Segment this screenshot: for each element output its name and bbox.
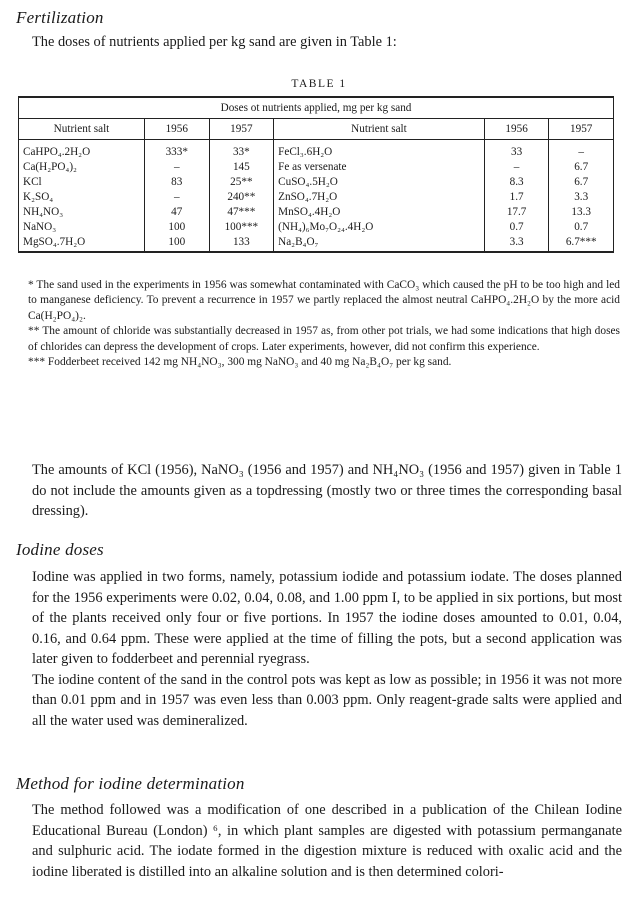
- table-cell: Fe as versenate: [274, 159, 485, 174]
- table-cell: 1.7: [484, 189, 549, 204]
- table-cell: 13.3: [549, 204, 614, 219]
- table-cell: 47***: [209, 204, 274, 219]
- section-heading-iodine-doses: Iodine doses: [16, 540, 104, 559]
- table-cell: CaHPO₄.2H₂O: [19, 140, 145, 160]
- table-row: [19, 140, 614, 160]
- table-cell: CuSO₄.5H₂O: [274, 174, 485, 189]
- table-cell: K₂SO₄: [19, 189, 145, 204]
- table-cell: 33: [484, 140, 549, 160]
- table-cell: Ca(H₂PO₄)₂: [19, 159, 145, 174]
- table-cell: 6.7: [549, 159, 614, 174]
- table-row: [19, 159, 614, 174]
- table-footnotes: [28, 278, 620, 370]
- table-row: [19, 219, 614, 234]
- table-cell: 145: [209, 159, 274, 174]
- paragraph: The method followed was a modification of one described in a publication of the Chilean Iodine Educational Bureau (London) ⁶, in which plant samples are digested with potassium permanganate and sulphuric acid. The iodate formed in the digestion mixture is reduced with oxalic acid and the iodine liberated is distilled into an alkaline solution and is then determined colori-: [32, 802, 622, 880]
- table-caption: TABLE 1: [291, 78, 347, 90]
- iodine-doses-body: [32, 567, 622, 731]
- table-span-header: Doses ot nutrients applied, mg per kg sand: [19, 97, 614, 119]
- table-cell: –: [144, 189, 209, 204]
- column-header: 1956: [144, 119, 209, 140]
- column-header: Nutrient salt: [274, 119, 485, 140]
- table-cell: 100: [144, 219, 209, 234]
- table-cell: –: [549, 140, 614, 160]
- table-cell: 25**: [209, 174, 274, 189]
- table-row: [19, 174, 614, 189]
- method-body: [32, 800, 622, 882]
- column-header: 1956: [484, 119, 549, 140]
- fertilization-intro: The doses of nutrients applied per kg sand are given in Table 1:: [32, 34, 397, 50]
- table-cell: –: [144, 159, 209, 174]
- column-header: 1957: [549, 119, 614, 140]
- table-cell: MgSO₄.7H₂O: [19, 234, 145, 252]
- footnote-1: * The sand used in the experiments in 1956 was somewhat contaminated with CaCO₃ which caused the pH to be too high and led to manganese deficiency. To prevent a recurrence in 1957 we partly replaced the almost neutral CaHPO₄.2H₂O by the more acid Ca(H₂PO₄)₂.: [28, 279, 620, 322]
- table-cell: 100***: [209, 219, 274, 234]
- nutrient-doses-table: [18, 96, 614, 253]
- table-cell: 3.3: [484, 234, 549, 252]
- table-cell: (NH₄)₆Mo₇O₂₄.4H₂O: [274, 219, 485, 234]
- table-cell: 6.7: [549, 174, 614, 189]
- table-cell: 240**: [209, 189, 274, 204]
- section-heading-fertilization: Fertilization: [16, 8, 104, 27]
- table-cell: 3.3: [549, 189, 614, 204]
- table-cell: 8.3: [484, 174, 549, 189]
- column-header: Nutrient salt: [19, 119, 145, 140]
- table-cell: 6.7***: [549, 234, 614, 252]
- table-cell: 47: [144, 204, 209, 219]
- table-cell: FeCl₃.6H₂O: [274, 140, 485, 160]
- table-row: [19, 189, 614, 204]
- table-cell: 33*: [209, 140, 274, 160]
- topdressing-note: The amounts of KCl (1956), NaNO₃ (1956 and 1957) and NH₄NO₃ (1956 and 1957) given in Table 1 do not include the amounts given as a topdressing (mostly two or three times the corresponding basal dressing).: [32, 462, 622, 519]
- table-cell: 0.7: [484, 219, 549, 234]
- table-cell: 100: [144, 234, 209, 252]
- table-cell: –: [484, 159, 549, 174]
- table-cell: NH₄NO₃: [19, 204, 145, 219]
- paragraph: Iodine was applied in two forms, namely, potassium iodide and potassium iodate. The doses planned for the 1956 experiments were 0.02, 0.04, 0.08, and 1.00 ppm I, to be applied in six portions, but most of the plants received only four or five portions. In 1957 the iodine doses amounted to 0.01, 0.04, 0.16, and 0.64 ppm. These were applied at the time of filling the pots, but a second application was later given to fodderbeet and perennial ryegrass.: [32, 569, 622, 667]
- footnote-3: *** Fodderbeet received 142 mg NH₄NO₃, 300 mg NaNO₃ and 40 mg Na₂B₄O₇ per kg sand.: [28, 356, 452, 369]
- table-cell: NaNO₃: [19, 219, 145, 234]
- table-cell: Na₂B₄O₇: [274, 234, 485, 252]
- table-cell: 133: [209, 234, 274, 252]
- table-cell: MnSO₄.4H₂O: [274, 204, 485, 219]
- table-row: [19, 204, 614, 219]
- table-cell: 0.7: [549, 219, 614, 234]
- table-cell: 83: [144, 174, 209, 189]
- footnote-2: ** The amount of chloride was substantially decreased in 1957 as, from other pot trials, we had some indications that high doses of chlorides can depress the development of crops. Later experiments, however, did not confirm this experience.: [28, 325, 620, 353]
- table-cell: 17.7: [484, 204, 549, 219]
- table-cell: 333*: [144, 140, 209, 160]
- section-heading-method: Method for iodine determination: [16, 774, 245, 793]
- table-cell: KCl: [19, 174, 145, 189]
- table-cell: ZnSO₄.7H₂O: [274, 189, 485, 204]
- table-row: [19, 234, 614, 252]
- table-1: [24, 64, 614, 253]
- column-header: 1957: [209, 119, 274, 140]
- paragraph: The iodine content of the sand in the control pots was kept as low as possible; in 1956 it was not more than 0.01 ppm and in 1957 was even less than 0.003 ppm. Only reagent-grade salts were applied and all the water used was demineralized.: [32, 671, 622, 729]
